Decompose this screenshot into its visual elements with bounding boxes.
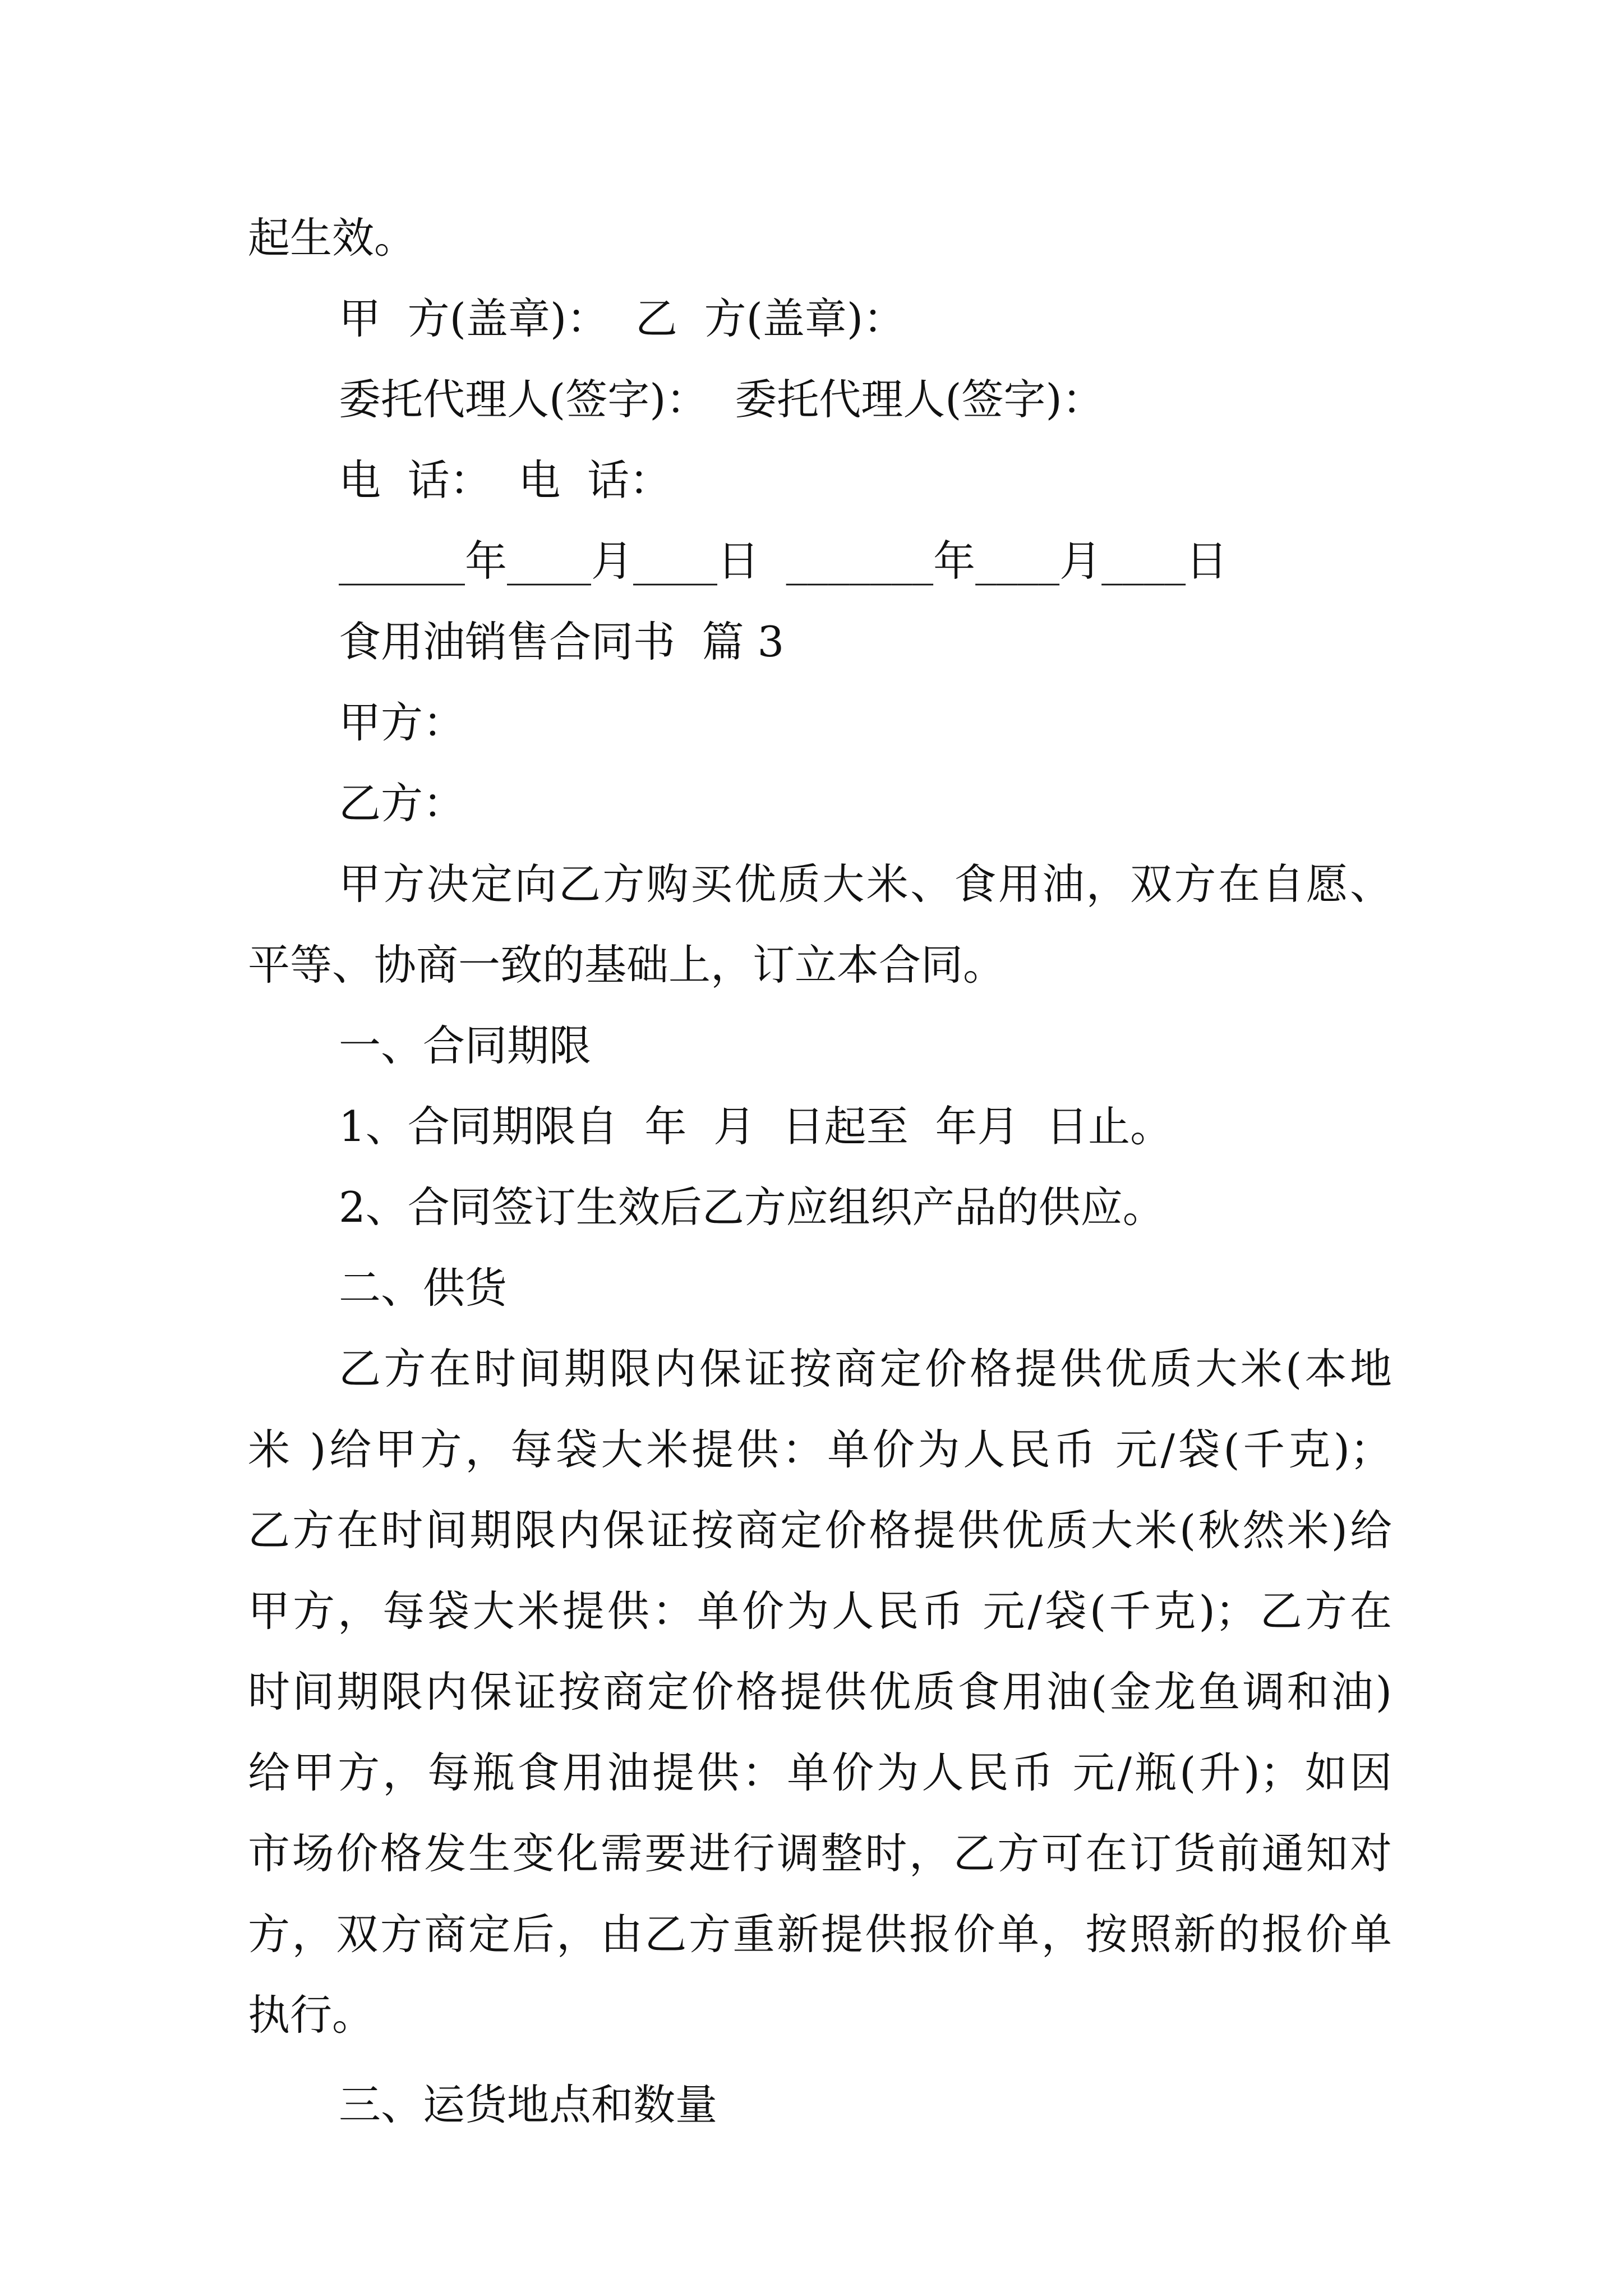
signature-phone-line: 电 话： 电 话： (339, 455, 672, 505)
supply-paragraph-line-9: 执行。 (248, 1990, 375, 2040)
supply-paragraph-line-5: 时间期限内保证按商定价格提供优质食用油(金龙鱼调和油) (248, 1667, 1392, 1717)
text-line-effective: 起生效。 (248, 213, 417, 263)
supply-paragraph-line-8: 方，双方商定后，由乙方重新提供报价单，按照新的报价单 (248, 1910, 1392, 1959)
document-body (248, 197, 1392, 2145)
clause-term-2: 2、合同签订生效后乙方应组织产品的供应。 (339, 1182, 1165, 1232)
supply-paragraph-line-1: 乙方在时间期限内保证按商定价格提供优质大米(本地 (339, 1344, 1392, 1393)
section-heading-term: 一、合同期限 (339, 1021, 592, 1070)
intro-paragraph-line-1: 甲方决定向乙方购买优质大米、食用油，双方在自愿、 (339, 859, 1392, 909)
party-b-line: 乙方： (339, 779, 465, 828)
section-heading-delivery: 三、运货地点和数量 (339, 2080, 718, 2129)
intro-paragraph-line-2: 平等、协商一致的基础上，订立本合同。 (248, 940, 1006, 990)
supply-paragraph-line-2: 米 )给甲方，每袋大米提供：单价为人民币 元/袋(千克)； (248, 1425, 1392, 1474)
supply-paragraph-line-7: 市场价格发生变化需要进行调整时，乙方可在订货前通知对 (248, 1829, 1392, 1878)
signature-agent-line: 委托代理人(签字)： 委托代理人(签字)： (339, 375, 1104, 424)
party-a-line: 甲方： (339, 698, 465, 747)
supply-paragraph-line-3: 乙方在时间期限内保证按商定价格提供优质大米(秋然米)给 (248, 1506, 1392, 1555)
section-heading-supply: 二、供货 (339, 1263, 508, 1313)
contract-title: 食用油销售合同书 篇 3 (339, 617, 785, 666)
signature-date-line: ______年____月____日 _______年____月____日 (339, 536, 1228, 586)
signature-party-line: 甲 方(盖章)： 乙 方(盖章)： (339, 294, 906, 343)
clause-term-1: 1、合同期限自 年 月 日起至 年月 日止。 (339, 1102, 1173, 1151)
supply-paragraph-line-6: 给甲方，每瓶食用油提供：单价为人民币 元/瓶(升)；如因 (248, 1748, 1392, 1797)
supply-paragraph-line-4: 甲方，每袋大米提供：单价为人民币 元/袋(千克)；乙方在 (248, 1586, 1392, 1636)
